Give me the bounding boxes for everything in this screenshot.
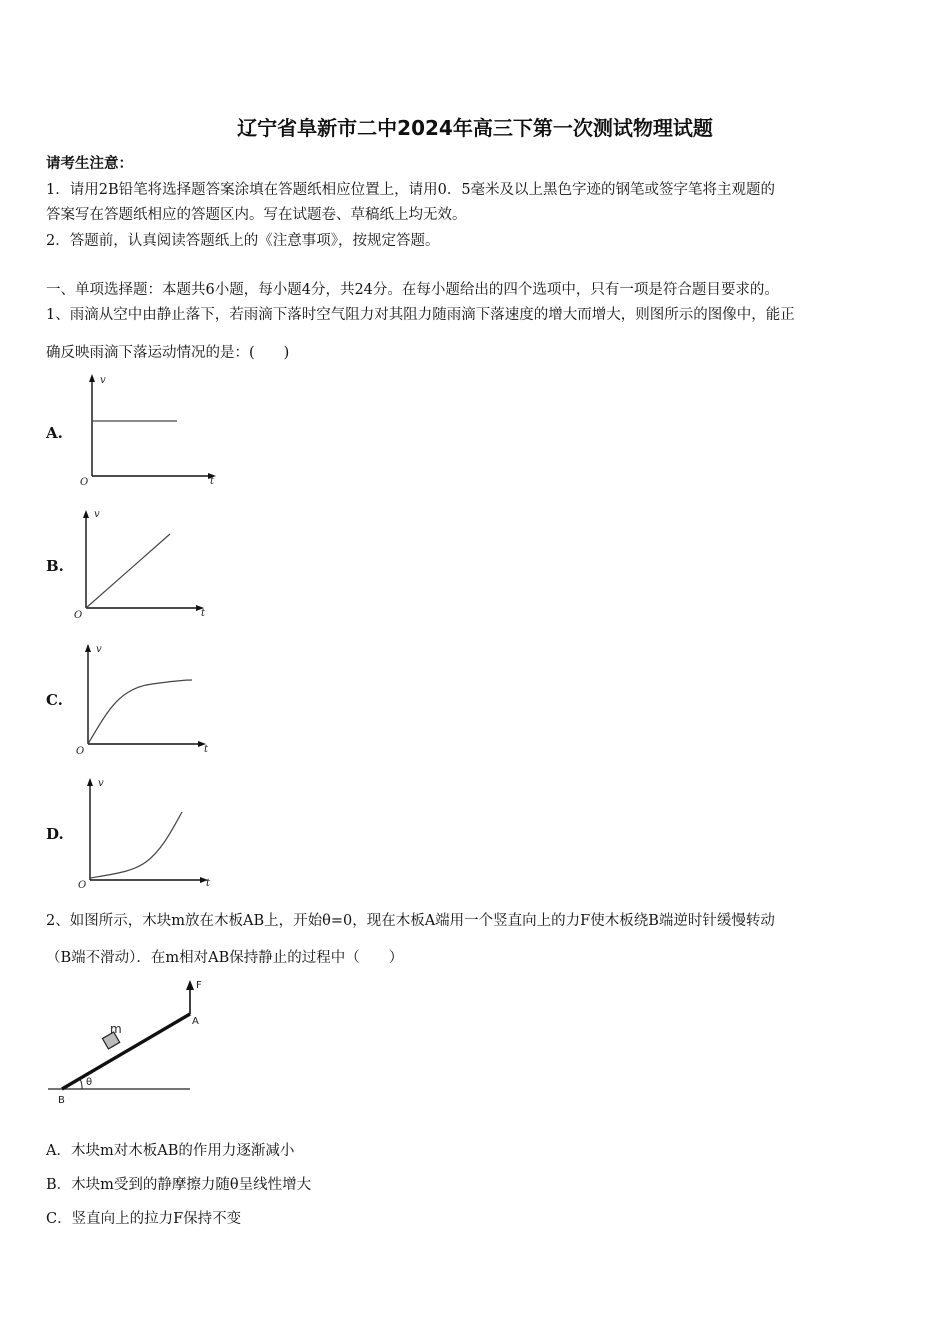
axis-v-label: v	[100, 375, 106, 386]
point-a-label: A	[192, 1016, 199, 1027]
svg-text:t: t	[204, 744, 209, 755]
svg-text:O: O	[74, 610, 83, 621]
q2-option-c: C．竖直向上的拉力F保持不变	[46, 1211, 242, 1227]
q1-option-c-label: C.	[46, 691, 63, 709]
svg-text:O: O	[78, 880, 87, 891]
q2-option-a: A．木块m对木板AB的作用力逐渐减小	[46, 1143, 295, 1159]
q1-option-d-label: D.	[46, 825, 64, 843]
theta-label: θ	[86, 1077, 93, 1088]
svg-text:v: v	[98, 778, 104, 789]
q1-line1: 1、雨滴从空中由静止落下，若雨滴下落时空气阻力对其阻力随雨滴下落速度的增大而增大，则图所示的图像中，能正	[46, 307, 795, 323]
svg-text:t: t	[201, 608, 206, 619]
point-b-label: B	[58, 1095, 65, 1106]
q1-line2: 确反映雨滴下落运动情况的是：( )	[46, 345, 290, 361]
q1-option-b-label: B.	[46, 557, 64, 575]
q2-option-b: B．木块m受到的静摩擦力随θ呈线性增大	[46, 1177, 312, 1193]
notice-item1-line1: 1．请用2B铅笔将选择题答案涂填在答题纸相应位置上，请用0．5毫米及以上黑色字迹的钢笔或签字笔将主观题的	[46, 182, 776, 198]
q1-graph-d	[74, 774, 219, 892]
q1-graph-a	[76, 370, 221, 488]
q1-option-a-label: A.	[46, 424, 63, 442]
svg-text:t: t	[206, 878, 211, 889]
q2-line1: 2、如图所示，木块m放在木板AB上，开始θ=0，现在木板A端用一个竖直向上的力F使木板绕B端逆时针缓慢转动	[46, 913, 775, 929]
axis-t-label: t	[210, 476, 215, 487]
notice-heading: 请考生注意：	[46, 155, 133, 172]
q2-line2: （B端不滑动）．在m相对AB保持静止的过程中（ ）	[46, 950, 404, 966]
q1-graph-c	[72, 640, 217, 758]
svg-text:v: v	[96, 644, 102, 655]
q2-incline-figure	[44, 976, 204, 1106]
svg-text:O: O	[76, 746, 85, 757]
page-title: 辽宁省阜新市二中2024年高三下第一次测试物理试题	[237, 116, 713, 140]
svg-text:v: v	[94, 509, 100, 520]
notice-item1-line2: 答案写在答题纸相应的答题区内。写在试题卷、草稿纸上均无效。	[46, 207, 467, 223]
q1-graph-b	[70, 506, 215, 624]
section-heading: 一、单项选择题：本题共6小题，每小题4分，共24分。在每小题给出的四个选项中，只有一项是符合题目要求的。	[46, 282, 779, 298]
block-m-label: m	[110, 1022, 122, 1036]
force-f-label: F	[196, 980, 202, 991]
notice-item2: 2．答题前，认真阅读答题纸上的《注意事项》，按规定答题。	[46, 233, 440, 249]
origin-label: O	[80, 477, 89, 488]
